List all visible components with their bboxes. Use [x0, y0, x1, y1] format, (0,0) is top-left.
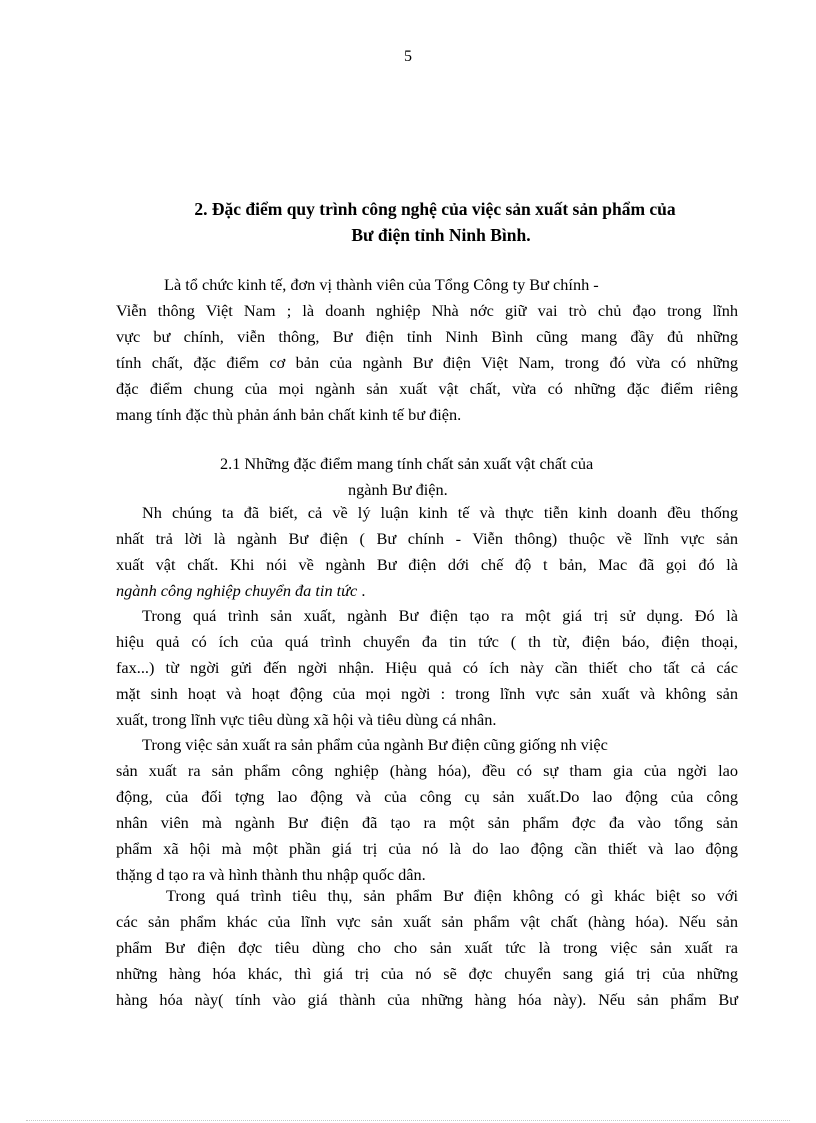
text-line: những hàng hóa khác, thì giá trị của nó sẽ đợc chuyển sang giá trị của những: [116, 964, 738, 983]
text-line: hàng hóa này( tính vào giá thành của những hàng hóa này). Nếu sản phẩm Bư: [116, 990, 738, 1009]
text-line: xuất vật chất. Khi nói về ngành Bư điện dới chế độ t bản, Mac đã gọi đó là: [116, 555, 738, 574]
text-line: sản xuất ra sản phẩm công nghiệp (hàng hóa), đều có sự tham gia của ngời lao: [116, 761, 738, 780]
text-line: các sản phẩm khác của lĩnh vực sản xuất sản phẩm vật chất (hàng hóa). Nếu sản: [116, 912, 738, 931]
section-title-line-1: 2. Đặc điểm quy trình công nghệ của việc sản xuất sản phẩm của: [194, 199, 676, 219]
page-number: 5: [404, 48, 412, 65]
text-line: phẩm xã hội mà một phần giá trị của nó là do lao động cần thiết và lao động: [116, 839, 738, 858]
text-line: vực bư chính, viễn thông, Bư điện tỉnh Ninh Bình cũng mang đầy đủ những: [116, 327, 738, 346]
text-line: phẩm Bư điện đợc tiêu dùng cho cho sản xuất tức là trong việc sản xuất ra: [116, 938, 738, 957]
text-fragment: .: [357, 581, 366, 600]
text-line: Trong việc sản xuất ra sản phẩm của ngành Bư điện cũng giống nh việc: [142, 735, 608, 754]
text-line: Là tổ chức kinh tế, đơn vị thành viên của Tổng Công ty Bư chính -: [164, 275, 599, 294]
paragraph-intro: [116, 272, 738, 428]
text-line: hiệu quả có ích của quá trình chuyển đa tin tức ( th từ, điện báo, điện thoại,: [116, 632, 738, 651]
paragraph-production-process: [116, 732, 738, 888]
subsection-heading-line-1: 2.1 Những đặc điểm mang tính chất sản xuất vật chất của: [220, 454, 594, 473]
paragraph-consumption: [116, 883, 738, 1013]
text-line: mặt sinh hoạt và hoạt động của mọi ngời : trong lĩnh vực sản xuất và không sản: [116, 684, 738, 703]
text-line: tính chất, đặc điểm cơ bản của ngành Bư điện Việt Nam, trong đó vừa có những: [116, 353, 738, 372]
paragraph-material-production: [116, 500, 738, 604]
text-line: nhất trả lời là ngành Bư điện ( Bư chính - Viễn thông) thuộc về lĩnh vực sản: [116, 529, 738, 548]
subsection-heading-line-2: ngành Bư điện.: [348, 480, 448, 499]
italic-phrase: ngành công nghiệp chuyển đa tin tức: [116, 581, 358, 600]
text-line: thặng d tạo ra và hình thành thu nhập quốc dân.: [116, 865, 426, 884]
text-line: Trong quá trình tiêu thụ, sản phẩm Bư điện không có gì khác biệt so với: [166, 886, 738, 905]
text-line: nhân viên mà ngành Bư điện đã tạo ra một sản phẩm đợc đa vào tổng sản: [116, 813, 738, 832]
section-title: [110, 196, 760, 248]
text-line: đặc điểm chung của mọi ngành sản xuất vật chất, vừa có những đặc điểm riêng: [116, 379, 738, 398]
paragraph-use-value: [116, 603, 738, 733]
text-line: động, của đối tợng lao động và của công cụ sản xuất.Do lao động của công: [116, 787, 738, 806]
text-line: Nh chúng ta đã biết, cả về lý luận kinh tế và thực tiễn kinh doanh đều thống: [142, 503, 738, 522]
page-bottom-divider: [26, 1120, 790, 1121]
text-line: Viễn thông Việt Nam ; là doanh nghiệp Nhà nớc giữ vai trò chủ đạo trong lĩnh: [116, 301, 738, 320]
text-line: fax...) từ ngời gửi đến ngời nhận. Hiệu quả có ích này cần thiết cho tất cả các: [116, 658, 738, 677]
text-line: xuất, trong lĩnh vực tiêu dùng xã hội và tiêu dùng cá nhân.: [116, 710, 497, 729]
section-title-line-2: Bư điện tỉnh Ninh Bình.: [351, 225, 531, 245]
subsection-heading: [116, 451, 738, 503]
text-line: [116, 578, 738, 604]
text-line: mang tính đặc thù phản ánh bản chất kinh tế bư điện.: [116, 405, 462, 424]
text-line: Trong quá trình sản xuất, ngành Bư điện tạo ra một giá trị sử dụng. Đó là: [142, 606, 738, 625]
